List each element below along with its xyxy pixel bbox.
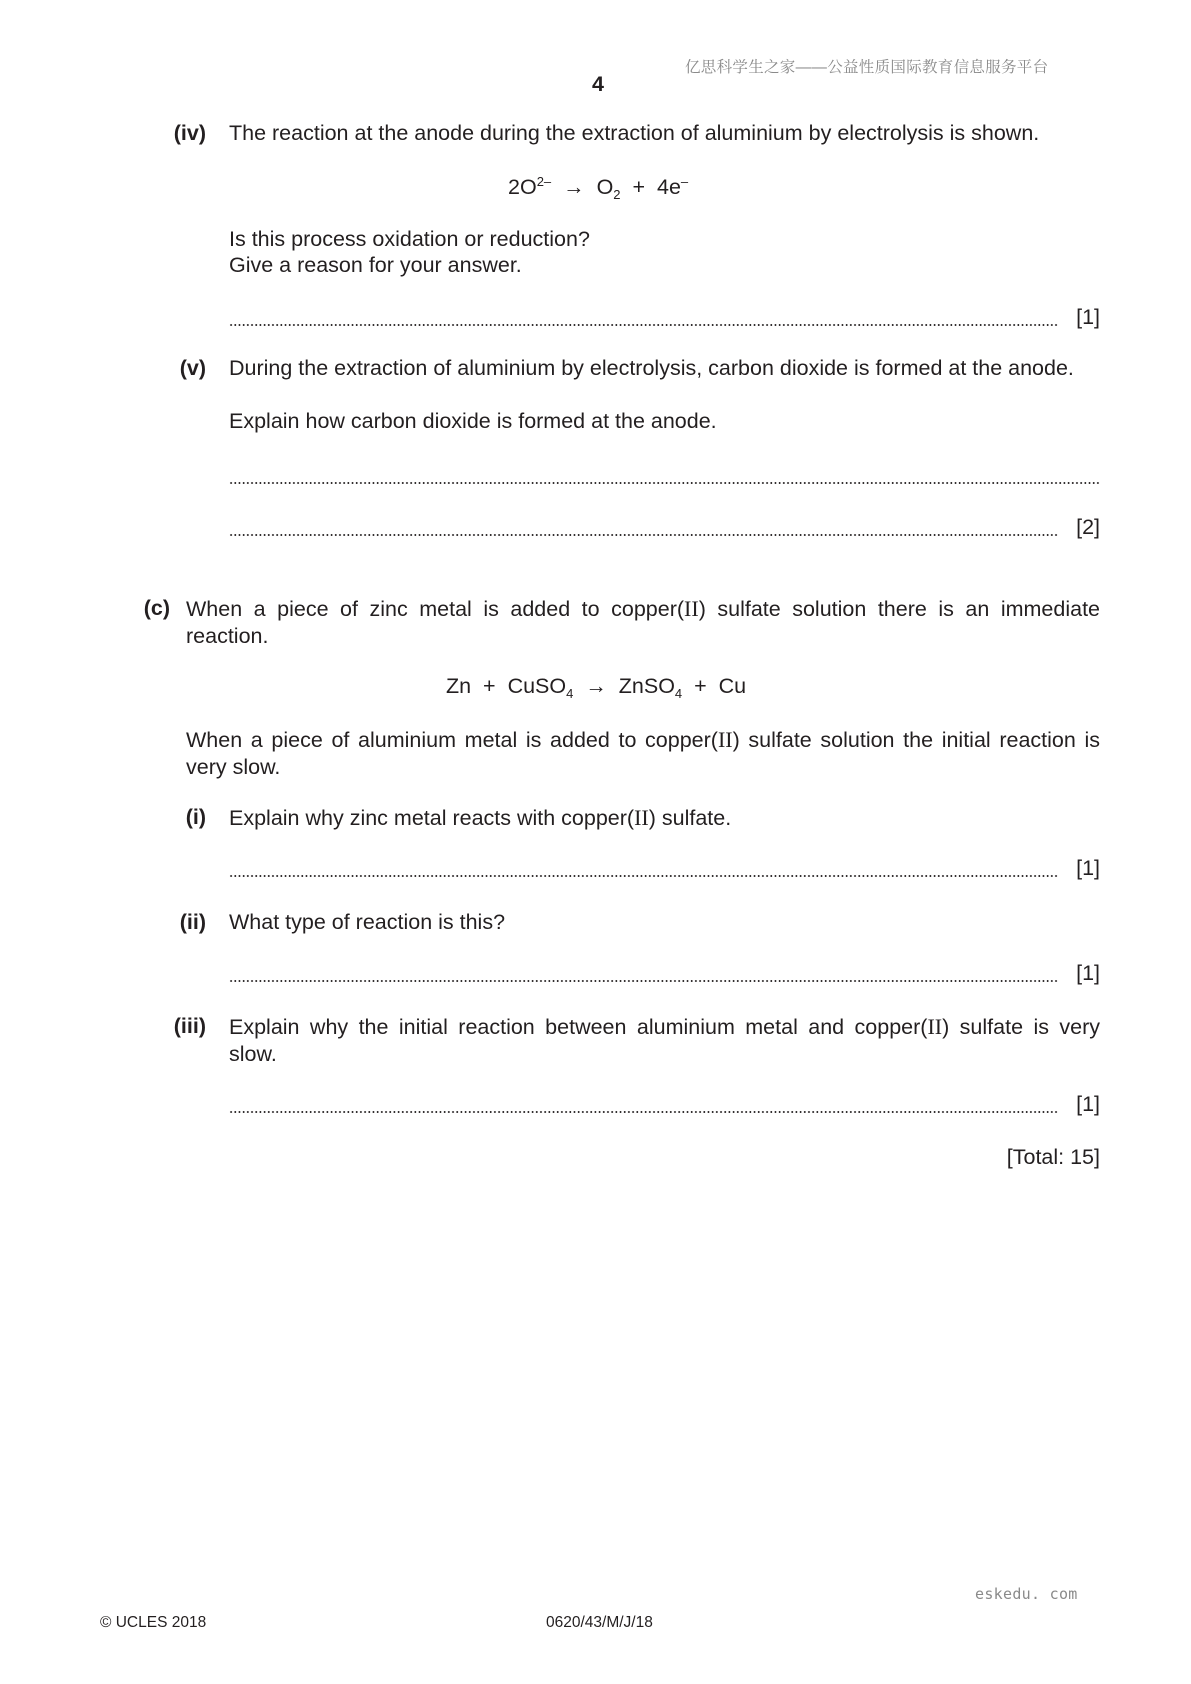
q-ii-answer-line[interactable]	[229, 961, 1100, 985]
q-c-label: (c)	[143, 596, 170, 620]
q-iv-text: The reaction at the anode during the extraction of aluminium by electrolysis is shown.	[229, 121, 1040, 145]
eq-cu: Cu	[718, 674, 747, 698]
q-iv-prompt-2: Give a reason for your answer.	[229, 253, 522, 277]
eq-cuso-sub: 4	[566, 686, 574, 701]
q-c-equation	[446, 673, 746, 700]
q-i-label: (i)	[185, 805, 206, 829]
q-c-text-post: ) sulfate solution there is an immediate reaction.	[186, 597, 1100, 648]
footer-paper-code: 0620/43/M/J/18	[546, 1614, 653, 1631]
q-c-text-2	[186, 726, 1100, 781]
q-c-text2-post: ) sulfate solution the initial reaction is very slow.	[186, 728, 1100, 779]
q-i-mark: [1]	[1076, 856, 1100, 880]
q-ii-label: (ii)	[179, 910, 206, 934]
q-c-text-pre: When a piece of zinc metal is added to copper(	[186, 597, 685, 621]
eq-o: O	[596, 175, 614, 199]
q-iv-equation	[508, 174, 688, 201]
q-i-text	[229, 804, 731, 832]
q-iv-prompt-1: Is this process oxidation or reduction?	[229, 227, 590, 251]
q-i-roman: II	[634, 805, 649, 830]
q-iii-mark: [1]	[1076, 1092, 1100, 1116]
q-iii-roman: II	[927, 1014, 943, 1039]
q-v-answer-line-1[interactable]	[229, 463, 1100, 487]
eq-4e: 4e	[657, 175, 681, 199]
q-v-answer-line-2[interactable]	[229, 515, 1100, 539]
q-c-roman-2: II	[717, 727, 733, 752]
eq-plus: +	[632, 175, 646, 199]
q-c-text	[186, 595, 1100, 650]
q-v-text: During the extraction of aluminium by electrolysis, carbon dioxide is formed at the anode.	[229, 356, 1074, 380]
q-i-text-pre: Explain why zinc metal reacts with copper(	[229, 806, 635, 830]
watermark-top: 亿思科学生之家——公益性质国际教育信息服务平台	[685, 59, 1049, 76]
q-i-answer-line[interactable]	[229, 856, 1100, 880]
q-iii-label: (iii)	[173, 1014, 206, 1038]
q-c-roman: II	[684, 596, 699, 621]
q-iii-answer-line[interactable]	[229, 1092, 1100, 1116]
q-iv-answer-line[interactable]	[229, 305, 1100, 329]
q-i-text-post: ) sulfate.	[648, 806, 732, 830]
q-ii-text: What type of reaction is this?	[229, 910, 506, 934]
page-number: 4	[592, 72, 604, 96]
q-iii-text	[229, 1013, 1100, 1068]
eq-plus-2: +	[694, 674, 707, 698]
eq-zn: Zn	[446, 674, 472, 698]
q-c-text2-pre: When a piece of aluminium metal is added to copper(	[186, 728, 718, 752]
eq-arrow: →	[563, 175, 585, 199]
q-iv-mark: [1]	[1076, 305, 1100, 329]
footer-copyright: © UCLES 2018	[100, 1614, 207, 1631]
watermark-bottom: eskedu. com	[975, 1585, 1078, 1603]
eq-o-sub: 2	[613, 187, 621, 202]
q-iii-text-pre: Explain why the initial reaction between aluminium metal and copper(	[229, 1015, 928, 1039]
q-v-label: (v)	[179, 356, 206, 380]
eq-znso: ZnSO	[618, 674, 675, 698]
q-v-prompt: Explain how carbon dioxide is formed at the anode.	[229, 409, 717, 433]
q-v-mark: [2]	[1076, 515, 1100, 539]
eq-znso-sub: 4	[674, 686, 683, 701]
eq-4e-charge: –	[680, 174, 689, 189]
q-ii-mark: [1]	[1076, 961, 1100, 985]
q-iii-text-post: ) sulfate is very slow.	[229, 1015, 1100, 1066]
eq-2o-charge: 2–	[536, 174, 552, 189]
eq-2o: 2O	[508, 175, 537, 199]
eq-arrow-2: →	[585, 674, 607, 698]
total-marks: [Total: 15]	[1006, 1145, 1100, 1169]
eq-plus-1: +	[483, 674, 496, 698]
eq-cuso: CuSO	[507, 674, 567, 698]
q-iv-label: (iv)	[173, 121, 206, 145]
